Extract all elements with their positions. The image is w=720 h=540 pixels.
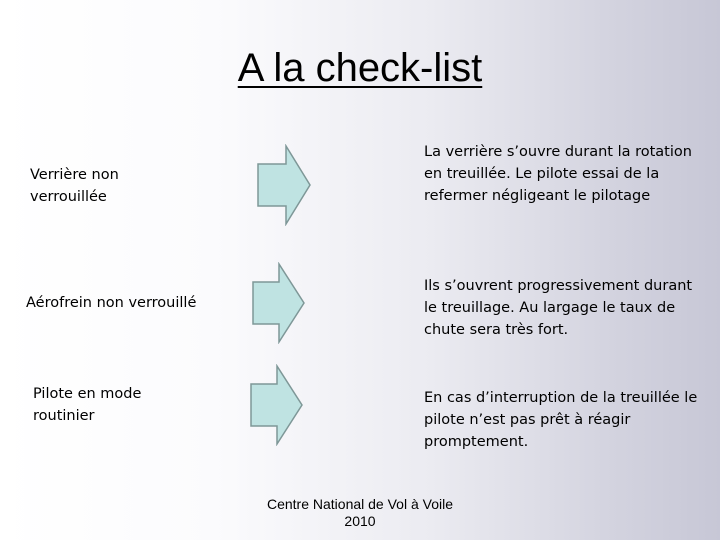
footer-credit [250,496,470,530]
row-description-pilote: En cas d’interruption de la treuillée le pilote n’est pas prêt à réagir promptement. [424,390,698,450]
row-description-aerofrein: Ils s’ouvrent progressivement durant le treuillage. Au largage le taux de chute sera très fort. [424,278,693,338]
right-arrow-icon [249,364,305,446]
right-arrow-icon [251,262,307,344]
slide-title: A la check-list [237,46,483,90]
row-label-verriere: Verrière non verrouillée [30,167,119,205]
right-arrow-icon [256,144,312,226]
row-description-verriere: La verrière s’ouvre durant la rotation en treuillée. Le pilote essai de la refermer négligeant le pilotage [424,144,692,204]
row-label-pilote: Pilote en mode routinier [33,386,142,424]
footer-year: 2010 [344,513,376,529]
row-label-aerofrein: Aérofrein non verrouillé [26,295,197,311]
footer-organization: Centre National de Vol à Voile [266,496,453,512]
